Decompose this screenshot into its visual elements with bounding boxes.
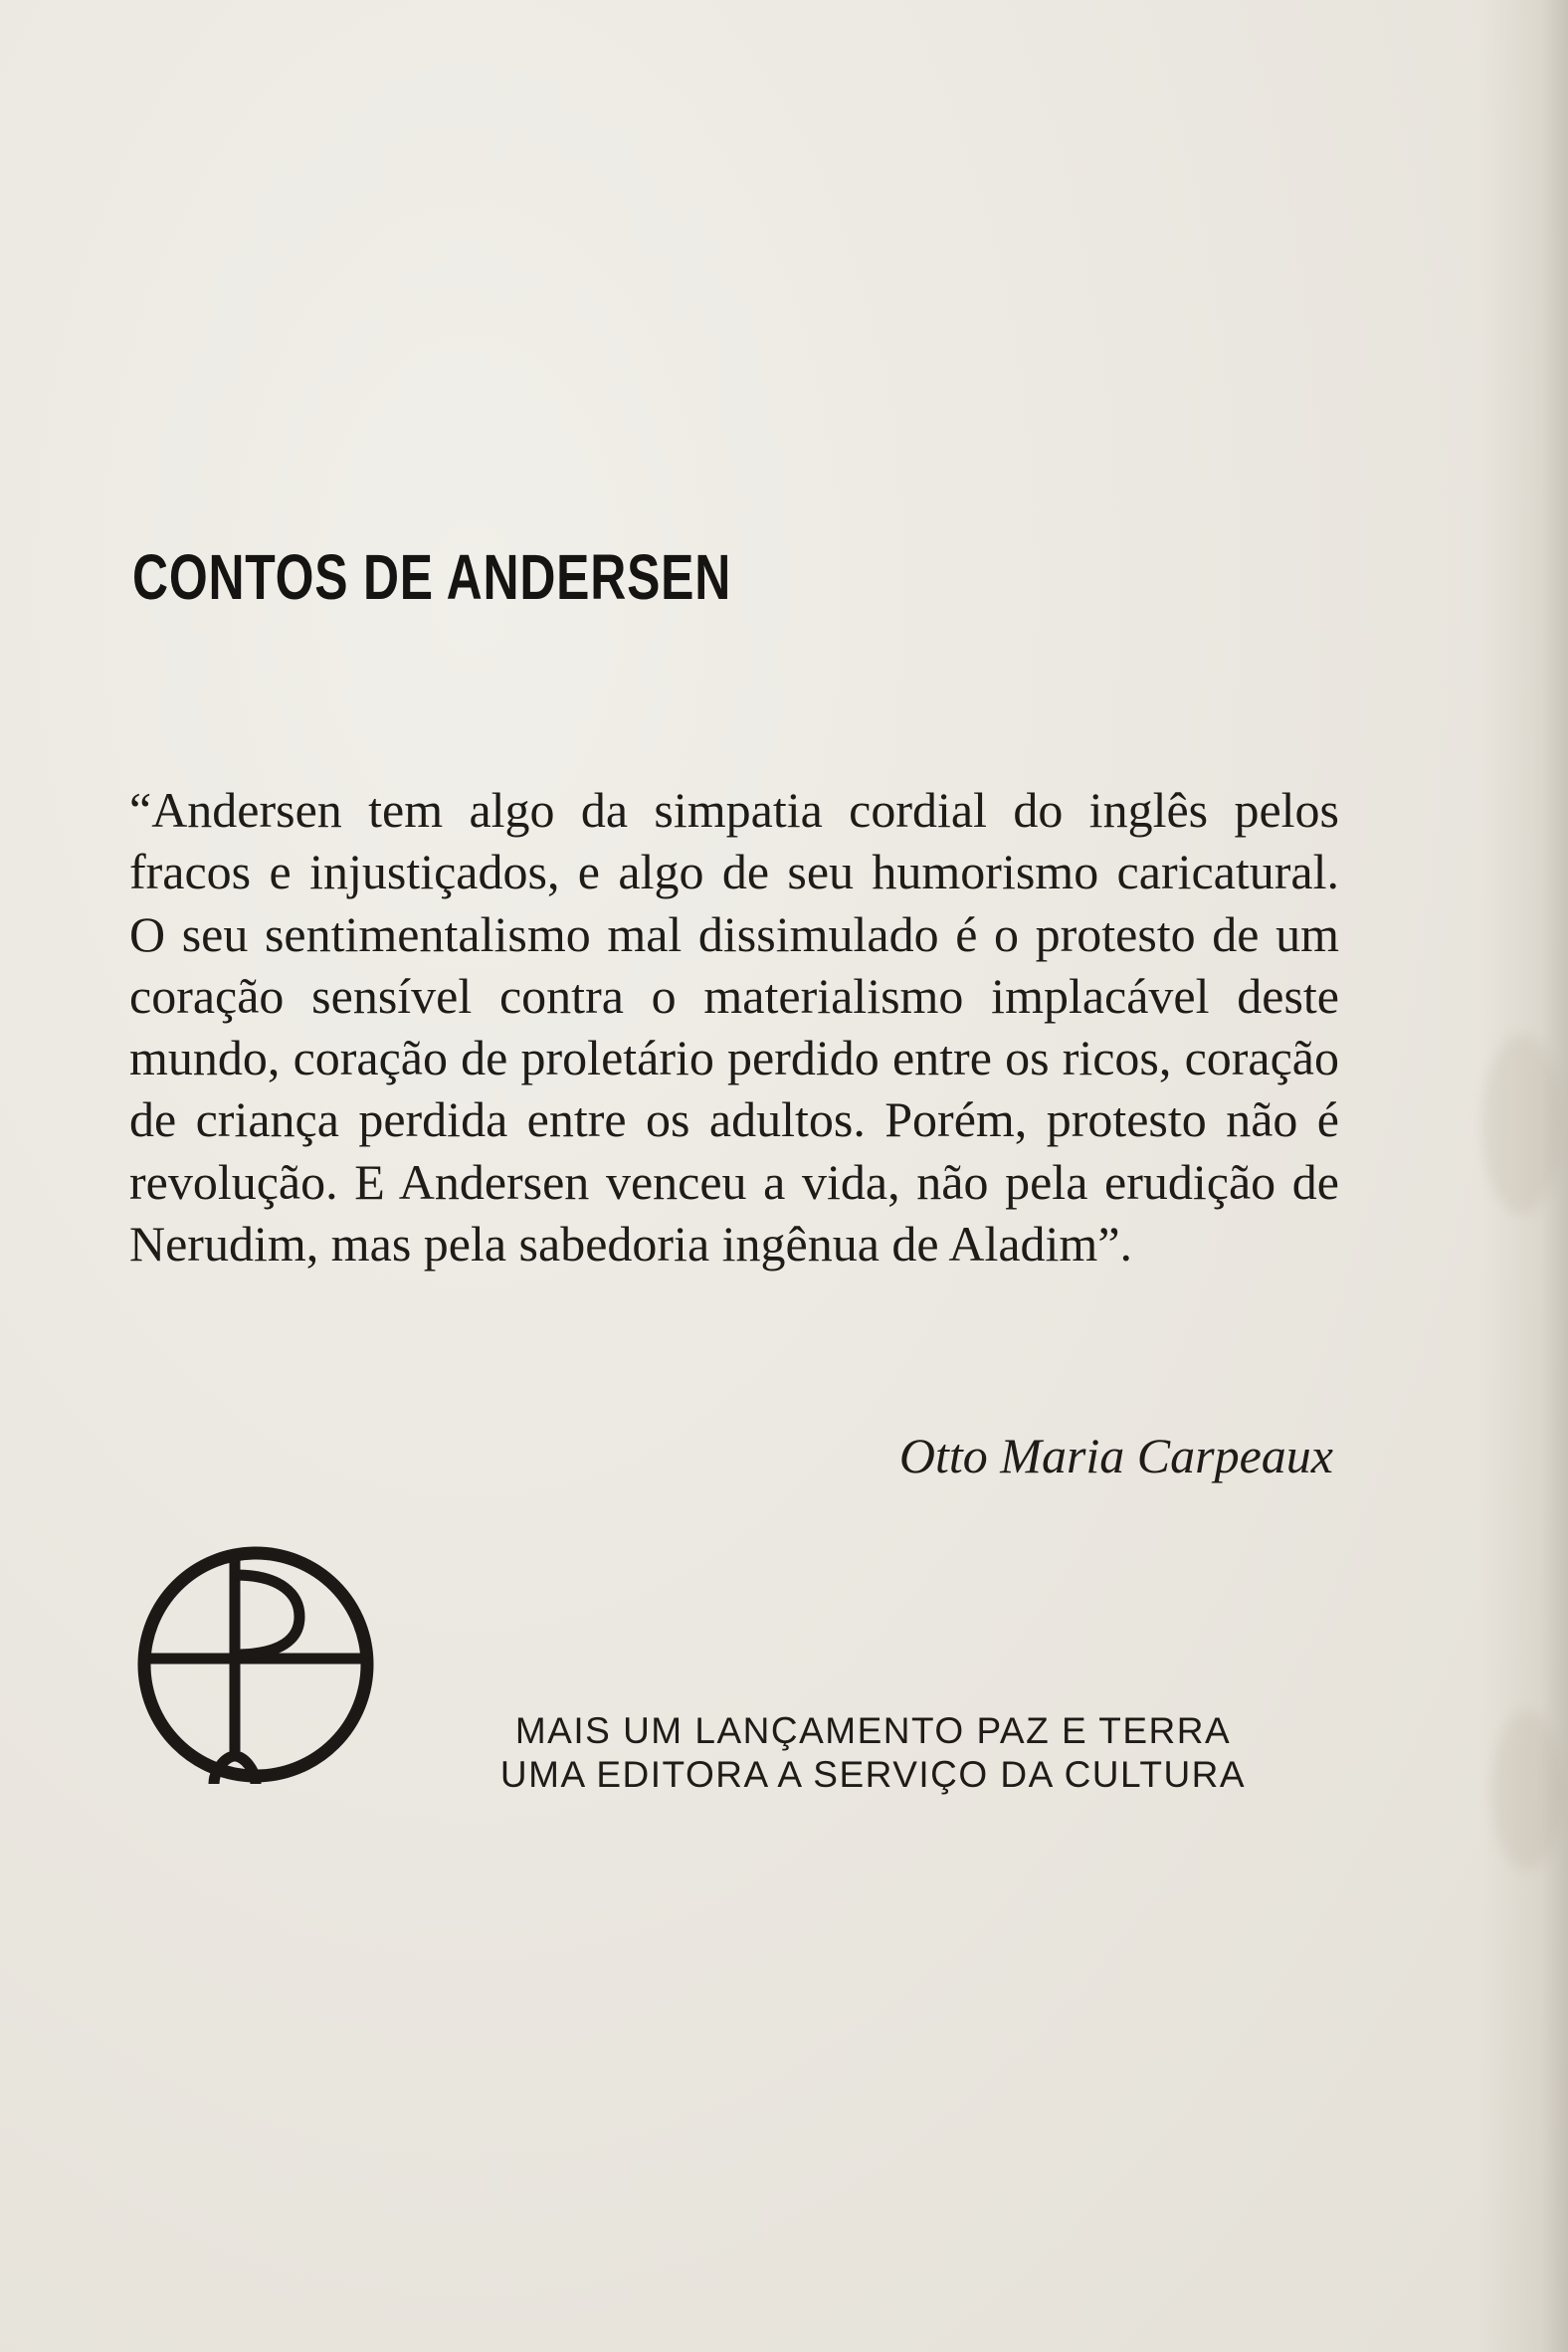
paz-e-terra-logo-icon xyxy=(132,1535,379,1794)
publisher-tagline xyxy=(418,1709,1328,1797)
quote-attribution: Otto Maria Carpeaux xyxy=(898,1428,1333,1483)
quote-text: “Andersen tem algo da simpatia cordial do inglês pelos fracos e injustiçados, e algo de seu humorismo caricatural. O seu sentimentalismo mal dissimulado é o protesto de um coração sensível contra o materialismo implacável deste mundo, coração de proletário perdido entre os ricos, coração de criança perdida entre os adultos. Porém, protesto não é revolução. E Andersen venceu a vida, não pela erudição de Nerudim, mas pela sabedoria ingênua de Aladim”. xyxy=(129,782,1339,1273)
publisher-line-2: UMA EDITORA A SERVIÇO DA CULTURA xyxy=(499,1754,1247,1795)
paper-stain xyxy=(1492,1711,1562,1870)
book-title: CONTOS DE ANDERSEN xyxy=(132,541,732,613)
publisher-line-1: MAIS UM LANÇAMENTO PAZ E TERRA xyxy=(514,1710,1232,1751)
paper-stain xyxy=(1482,1035,1562,1214)
